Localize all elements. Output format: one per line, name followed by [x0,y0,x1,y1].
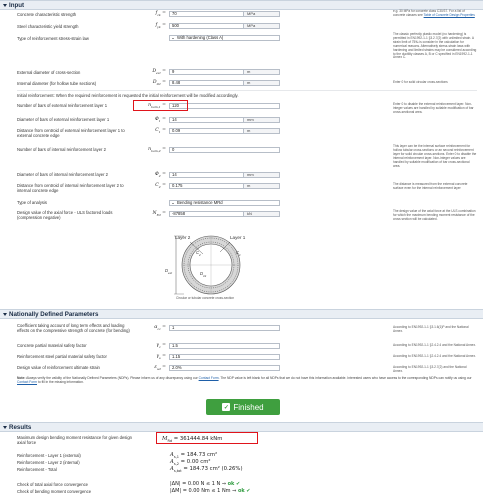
acc-note: According to EN1992-1-1 §3.1.6(1)P and the National Annex. [393,325,469,333]
astot-value: $A_{s,tot} = 184.73$ cm² (0.26%) [170,466,243,474]
gs-note: According to EN1992-1-1 §2.4.2.4 and the National Annex. [393,354,476,358]
dint-symbol: $D_{int}$ = [152,80,166,86]
ok-status: ok [227,481,235,487]
eud-symbol: $\varepsilon_{ud}$ = [154,365,166,371]
nbars1-note: Enter 0 to disable the external reinforcement layer. Non-integer values are handled by suitable modification of bar cross-sectional area. [393,102,474,114]
astot-label: Reinforcement - Total [17,467,57,472]
as2-value: $A_{s,2} = 0.00$ cm² [170,459,211,467]
phi2-input[interactable]: 14 [169,172,244,178]
c1-diagram-label: $C_1$ [236,250,241,257]
results-section-header[interactable] [0,422,483,432]
check-icon: ✔ [235,481,241,487]
chk2-label: Check of bending moment convergence [17,489,92,494]
c1-input[interactable]: 0.09 [169,128,244,134]
ndp-section-header[interactable] [0,309,483,319]
ned-unit: kN [244,211,280,217]
section-title: Results [9,423,32,431]
c2-diagram-label: $C_2$ [196,250,201,257]
phi2-symbol: $\Phi_2$ = [154,172,166,178]
dint-diagram-label: $D_{int}$ [200,271,207,278]
dint-unit: m [244,80,280,86]
checkmark-icon: ✓ [223,404,229,411]
collapse-chevron-icon[interactable] [0,423,9,432]
analysis-select[interactable]: Bending resistance MRd [169,200,280,206]
fyk-symbol: $f_{yk}$ = [155,23,166,29]
contact-form-link-2[interactable]: Contact Form [17,380,37,385]
nbars1-symbol: $n_{bars,1}$ = [148,103,166,109]
nbars1-input[interactable]: 120 [169,103,280,109]
phi2-unit: mm [244,172,280,178]
chk1-value: |ΔN| = 0.00 N ≤ 1 N ⇒ ok ✔ [170,481,241,487]
phi1-label: Diameter of bars of external reinforcement layer 1 [17,117,110,122]
dropdown-caret-icon [172,203,174,204]
reinforcement-warning: Initial reinforcement: When the required reinforcement is requested the initial reinforcement will be modified accordingly. [17,93,239,98]
mrd-value: $M_{Rd} = 361444.84$ kNm [162,436,223,444]
c2-symbol: $C_2$ = [155,183,166,189]
nbars2-note: This layer can be the internal surface reinforcement for hollow tubular cross-sections or an second reinforcement layer for solid circular cross-sections. Enter 0 to disable the internal reinforcement layer. Non-integer values are handled by suitable modification of bar cross-sectional area. [393,144,477,168]
nbars2-label: Number of bars of internal reinforcement layer 2 [17,147,106,152]
diagram-caption: Circular or tubular concrete cross-section [176,296,235,300]
dext-label: External diameter of cross-section [17,70,81,75]
c1-label: Distance from centroid of external reinforcement layer 1 to external concrete edge [17,128,125,138]
concrete-table-link[interactable]: Table of Concrete Design Properties [423,12,475,17]
gs-input[interactable]: 1.15 [169,354,280,360]
nbars1-label: Number of bars of external reinforcement layer 1 [17,103,108,108]
gc-input[interactable]: 1.5 [169,343,280,349]
gc-symbol: $\gamma_c$ = [156,343,166,349]
finished-button[interactable]: ✓ Finished [206,399,280,415]
c1-symbol: $C_1$ = [155,128,166,134]
contact-form-link[interactable]: Contact Form [198,376,219,380]
collapse-chevron-icon[interactable] [0,1,9,10]
analysis-label: Type of analysis [17,200,48,205]
phi1-input[interactable]: 14 [169,117,244,123]
dext-input[interactable]: 9 [169,69,244,75]
dint-note: Enter 0 for solid circular cross-sections [393,80,448,84]
dint-input[interactable]: 8.48 [169,80,244,86]
fyk-label: Steel characteristic yield strength [17,24,79,29]
eud-label: Design value of reinforcement ultimate strain [17,365,100,370]
phi1-symbol: $\Phi_1$ = [154,117,166,123]
dext-diagram-label: $D_{ext}$ [165,268,173,275]
as1-value: $A_{s,1} = 184.73$ cm² [170,452,218,460]
ned-label: Design value of the axial force - ULS factored loads (compression negative) [17,210,113,220]
dext-symbol: $D_{ext}$ = [152,69,166,75]
fck-unit: MPa [244,11,280,17]
acc-symbol: $\alpha_{cc}$ = [154,325,166,331]
phi1-unit: mm [244,117,280,123]
section-title: Input [9,1,25,9]
phi2-label: Diameter of bars of internal reinforcement layer 2 [17,172,109,177]
eud-note: According to EN1992-1-1 §3.2.7(2) and the National Annex. [393,365,467,373]
mrd-highlight [156,432,258,444]
as2-label: Reinforcement - Layer 2 (internal) [17,460,80,465]
law-select[interactable]: With hardening (Class A) [169,35,280,41]
eud-input[interactable]: 2.0% [169,365,280,371]
chk1-label: Check of total axial force convergence [17,482,88,487]
gc-label: Concrete partial material safety factor [17,343,87,348]
gs-label: Reinforcement steel partial material safety factor [17,354,107,359]
gs-symbol: $\gamma_s$ = [156,354,166,360]
ned-note: The design value of the axial force at the ULS combination for which the maximum bending moment resistance of the cross section will be calculated. [393,209,476,221]
c2-label: Distance from centroid of internal reinforcement layer 2 to internal concrete edge [17,183,124,193]
nbars2-input[interactable]: 0 [169,147,280,153]
fck-label: Concrete characteristic strength [17,12,77,17]
ndp-disclaimer: Note: Always verify the validity of the Nationally Defined Parameters (NDPs). Please inform us of any discrepancy using our Contact Form. The NDP value is left blank for all NDPs that we do not have this information available. Interested users who have access to the corresponding NDPs can notify us using our Contact Form to fill in the missing information. [17,376,472,385]
c1-unit: m [244,128,280,134]
dext-unit: m [244,69,280,75]
check-icon: ✔ [246,488,251,494]
dropdown-caret-icon [172,38,174,39]
acc-input[interactable]: 1 [169,325,280,331]
dint-label: Internal diameter (for hollow tube sections) [17,81,97,86]
fck-input[interactable]: 70 [169,11,244,17]
layer2-label: Layer 2 [175,235,191,240]
ok-status: ok [237,488,245,494]
nbars1-highlight [133,100,188,111]
fyk-unit: MPa [244,23,280,29]
c2-input[interactable]: 0.175 [169,183,244,189]
chk2-value: |ΔM| = 0.00 Nm ≤ 1 Nm ⇒ ok ✔ [170,488,251,494]
fck-symbol: $f_{ck}$ = [155,11,166,17]
section-title: Nationally Defined Parameters [9,310,99,318]
collapse-chevron-icon[interactable] [0,310,9,319]
acc-label: Coefficient taking account of long term effects and loading effects on the compressive strength of concrete (for bending) [17,323,130,333]
c2-unit: m [244,183,280,189]
fyk-input[interactable]: 500 [169,23,244,29]
nbars2-symbol: $n_{bars,2}$ = [148,147,166,153]
fck-note: e.g. 30 MPa for concrete class C30/37. For a list of concrete classes see Table of Concrete Design Properties [393,9,475,17]
law-note: The classic perfectly plastic model (no hardening) is permitted in EN1992-1-1 §3.2.7(2) with unlimited strain. A strain limit of 75‰ is consider in the calculation for numerical reasons. Alternatively stress-strain laws with hardening and limited strains may be considered according to the ductility classes A, B or C specified in EN1992-1-1 Annex C. [393,32,477,60]
mrd-label: Maximum design bending moment resistance for given design axial force [17,435,132,445]
layer1-label: Layer 1 [230,235,246,240]
ned-symbol: $N_{Ed}$ = [152,211,166,217]
c2-note: The distance is measured from the external concrete surface even for the internal reinforcement layer [393,182,468,190]
ned-input[interactable]: -87858 [169,211,244,217]
law-label: Type of reinforcement stress-strain law [17,36,89,41]
gc-note: According to EN1992-1-1 §2.4.2.4 and the National Annex. [393,343,476,347]
as1-label: Reinforcement - Layer 1 (external) [17,453,81,458]
